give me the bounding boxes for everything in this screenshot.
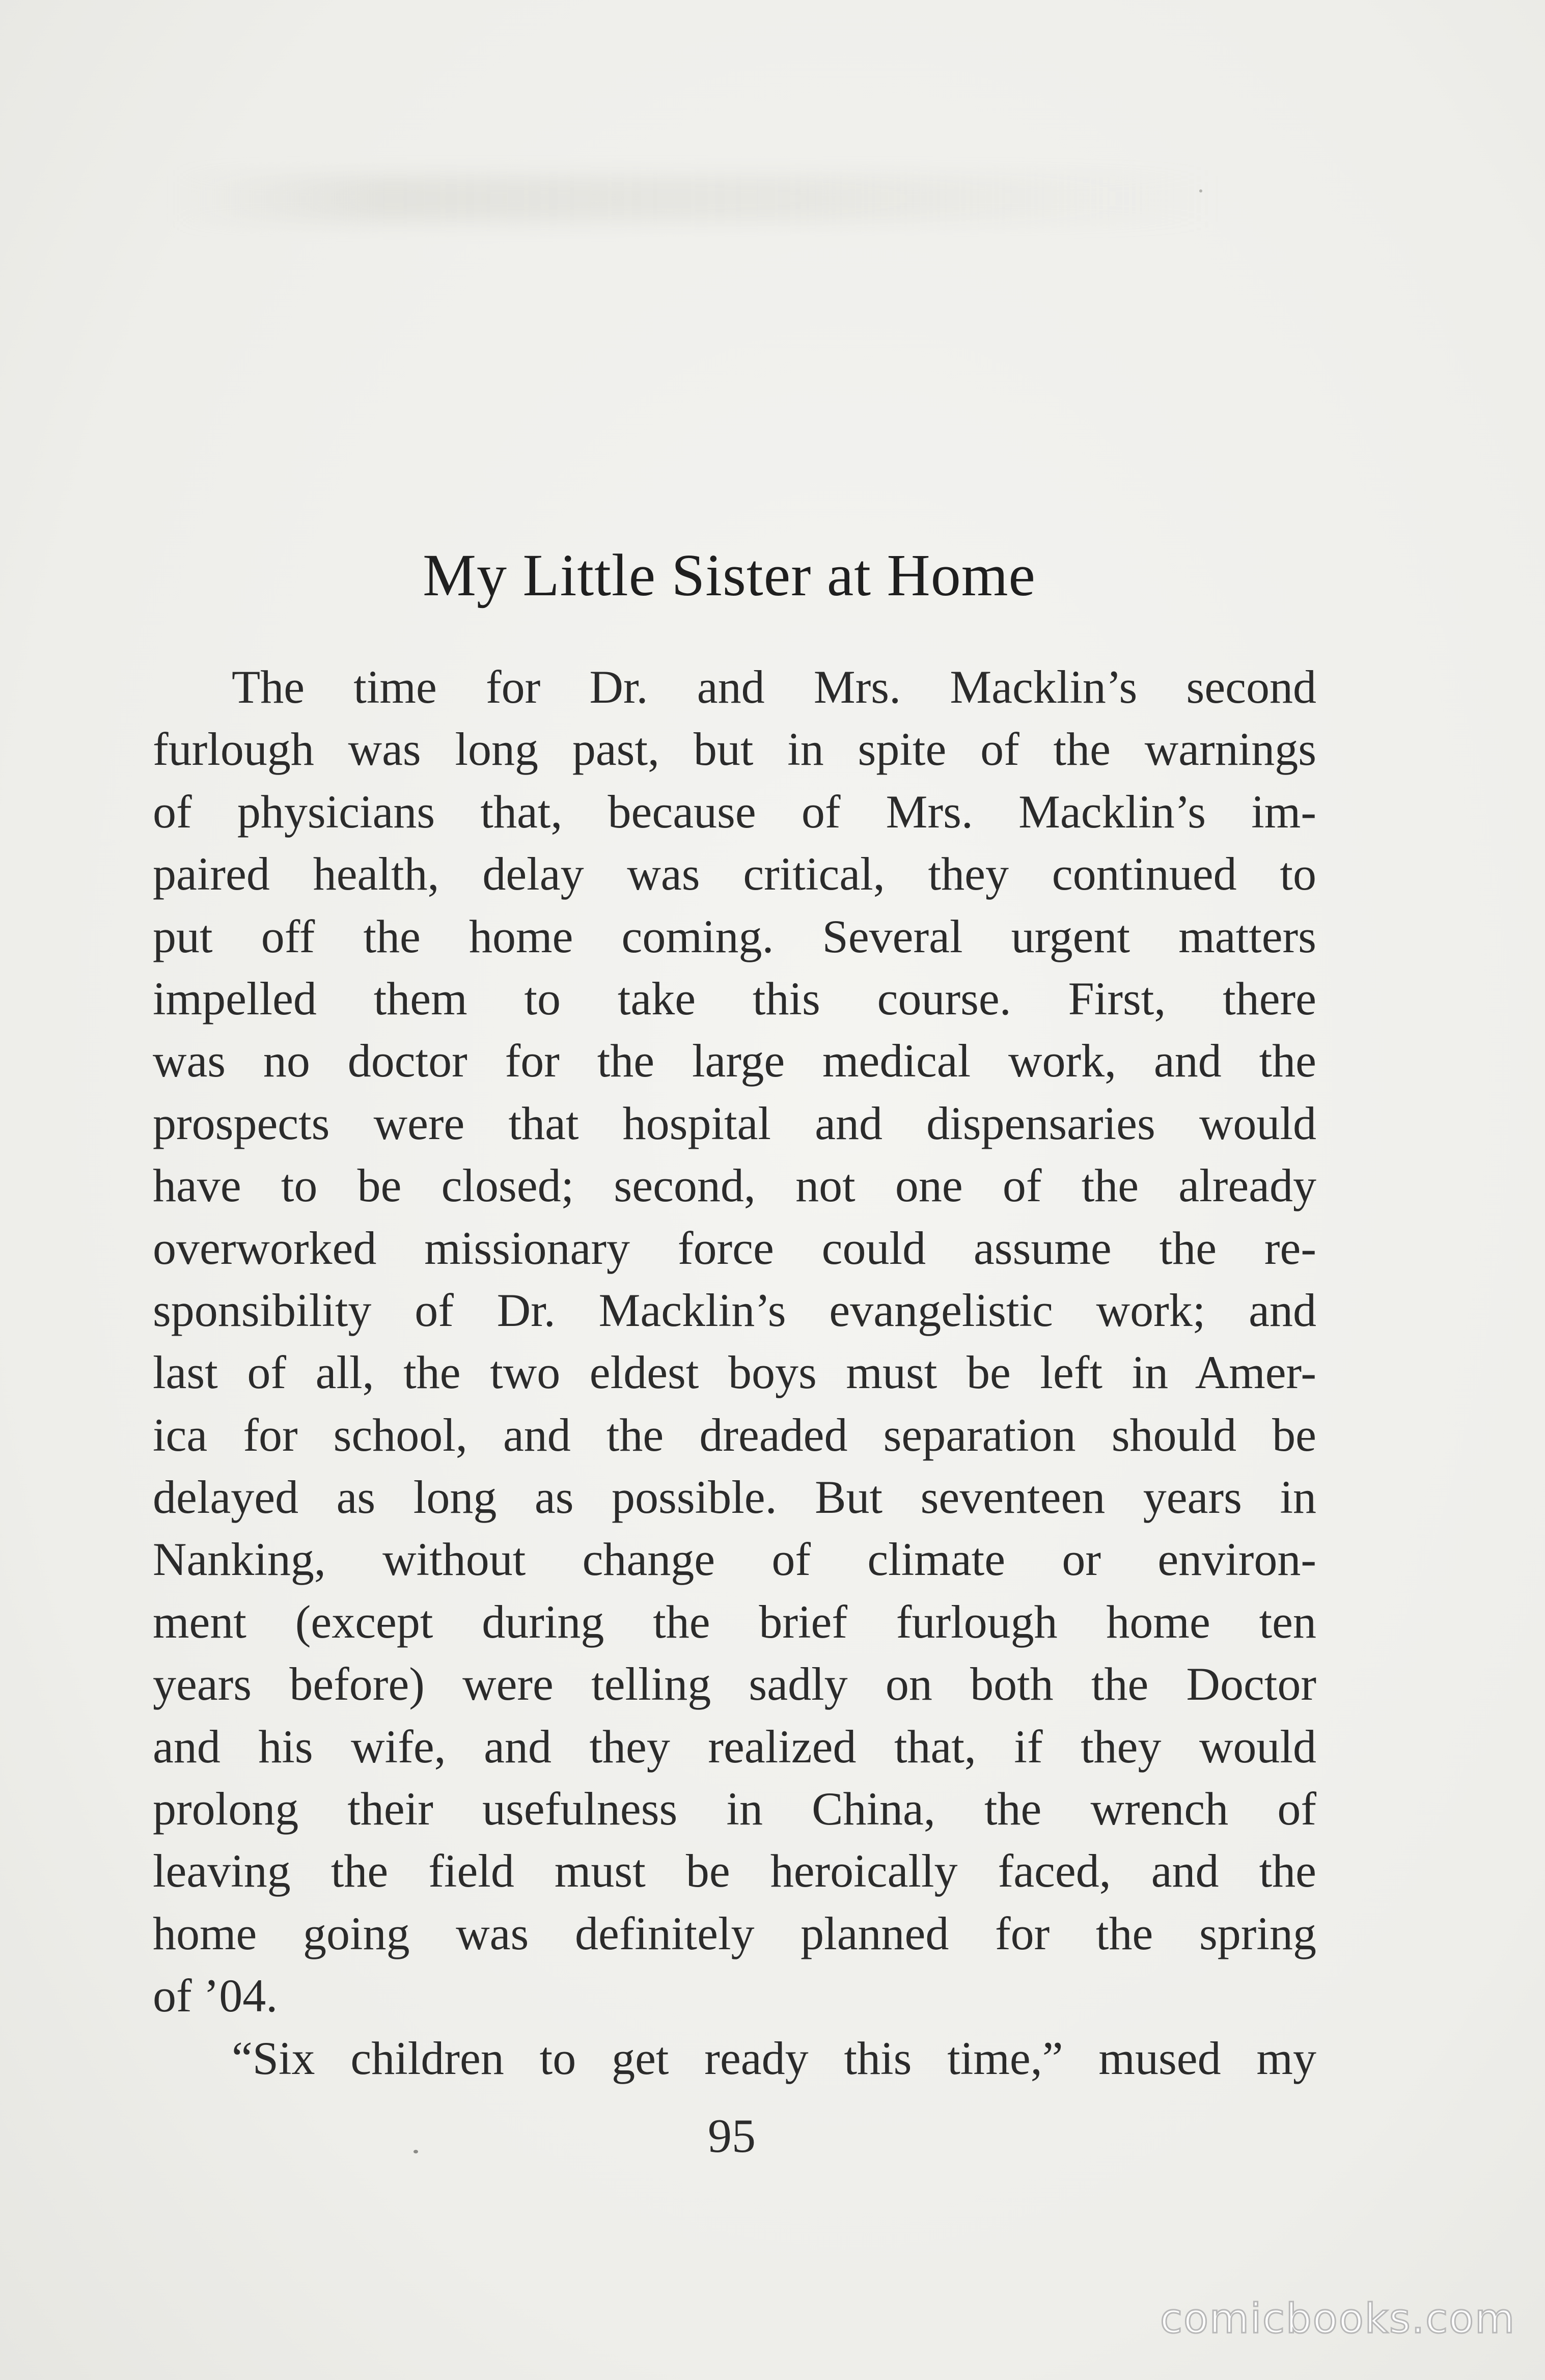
text-line: have to be closed; second, not one of the already	[153, 1159, 1316, 1212]
paper-speck	[1199, 189, 1202, 192]
bleed-through-shadow	[173, 176, 1217, 222]
text-line: “Six children to get ready this time,” mused my	[232, 2032, 1316, 2084]
text-line: home going was definitely planned for the spring	[153, 1907, 1316, 1959]
text-line: furlough was long past, but in spite of the warnings	[153, 723, 1316, 776]
text-line: put off the home coming. Several urgent matters	[153, 910, 1316, 962]
body-text	[153, 656, 1316, 2089]
text-line: The time for Dr. and Mrs. Macklin’s second	[232, 661, 1316, 713]
text-line: of physicians that, because of Mrs. Macklin’s im-	[153, 785, 1316, 838]
text-line: leaving the field must be heroically faced, and the	[153, 1845, 1316, 1897]
text-line: and his wife, and they realized that, if they would	[153, 1720, 1316, 1773]
text-line: Nanking, without change of climate or environ-	[153, 1533, 1316, 1586]
text-line: prolong their usefulness in China, the wrench of	[153, 1783, 1316, 1835]
watermark-logo: comicbooks.com	[1160, 2295, 1515, 2342]
text-line: impelled them to take this course. First, there	[153, 972, 1316, 1025]
text-line: overworked missionary force could assume the re-	[153, 1222, 1316, 1274]
text-line: delayed as long as possible. But seventeen years in	[153, 1471, 1316, 1524]
text-line: prospects were that hospital and dispensaries would	[153, 1097, 1316, 1149]
chapter-title: My Little Sister at Home	[423, 542, 1036, 608]
text-line: of ’04.	[153, 1970, 278, 2022]
text-line: ment (except during the brief furlough home ten	[153, 1595, 1316, 1648]
text-line: last of all, the two eldest boys must be left in Amer-	[153, 1346, 1316, 1399]
paper-speck	[413, 2150, 418, 2153]
page-number: 95	[708, 2110, 756, 2163]
text-line: paired health, delay was critical, they continued to	[153, 848, 1316, 900]
text-line: was no doctor for the large medical work, and the	[153, 1035, 1316, 1087]
text-line: years before) were telling sadly on both the Doctor	[153, 1658, 1316, 1710]
text-line: ica for school, and the dreaded separation should be	[153, 1408, 1316, 1461]
text-line: sponsibility of Dr. Macklin’s evangelistic work; and	[153, 1284, 1316, 1336]
